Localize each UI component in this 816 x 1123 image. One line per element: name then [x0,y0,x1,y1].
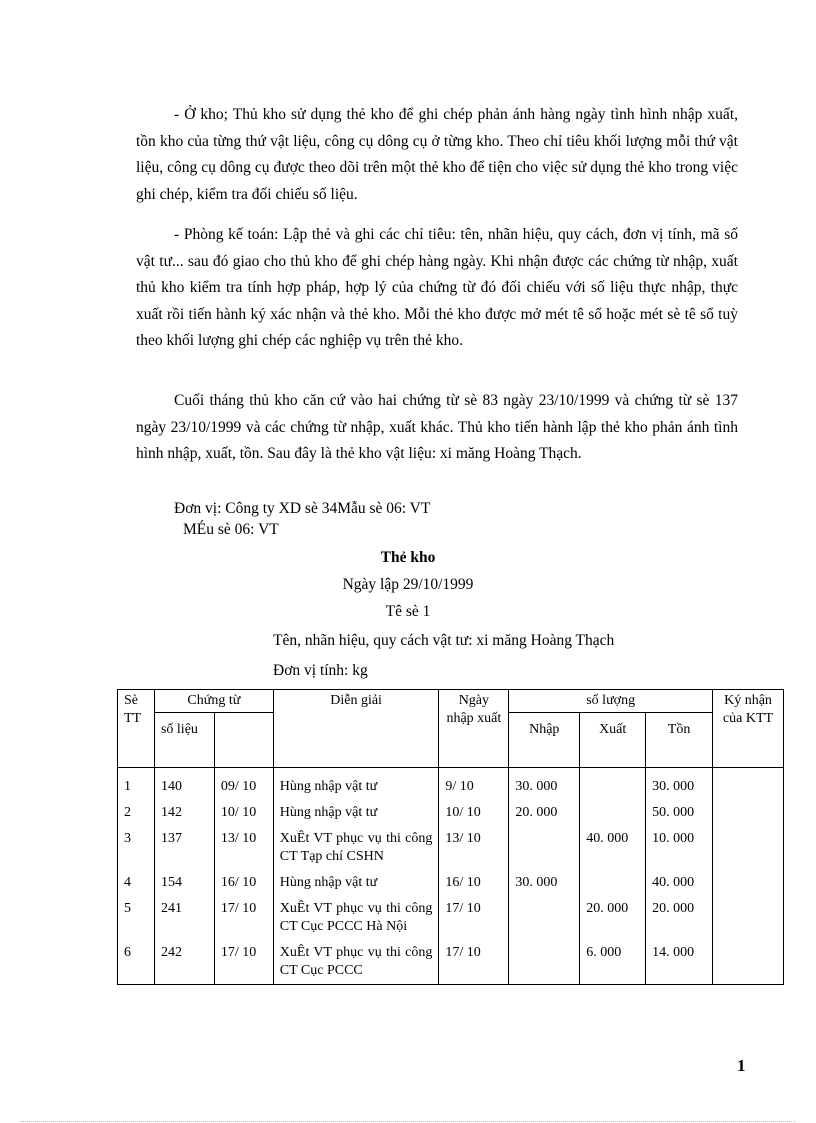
cell-in: 20. 000 [509,800,580,826]
header-voucher-no: số liệu [154,713,214,768]
cell-voucher-date: 16/ 10 [214,870,273,896]
cell-voucher-no: 137 [154,826,214,870]
cell-in [509,826,580,870]
header-quantity: số lượng [509,690,713,713]
cell-voucher-no: 140 [154,768,214,801]
cell-date: 13/ 10 [439,826,509,870]
cell-stock: 20. 000 [646,896,713,940]
cell-out: 6. 000 [580,940,646,985]
cell-out: 40. 000 [580,826,646,870]
header-stock: Tồn [646,713,713,768]
cell-stock: 30. 000 [646,768,713,801]
cell-date: 9/ 10 [439,768,509,801]
cell-sign [713,940,784,985]
header-description: Diễn giải [273,690,439,768]
header-in: Nhập [509,713,580,768]
cell-in: 30. 000 [509,870,580,896]
cell-description: Hùng nhập vật tư [273,870,439,896]
table-row [118,870,784,896]
cell-voucher-date: 17/ 10 [214,940,273,985]
cell-date: 10/ 10 [439,800,509,826]
cell-in [509,896,580,940]
cell-stt: 3 [118,826,155,870]
cell-stock: 10. 000 [646,826,713,870]
header-voucher-date [214,713,273,768]
cell-stock: 50. 000 [646,800,713,826]
cell-stt: 4 [118,870,155,896]
cell-description: Hùng nhập vật tư [273,768,439,801]
cell-voucher-no: 142 [154,800,214,826]
cell-sign [713,800,784,826]
card-title: Thẻ kho [380,549,436,566]
cell-voucher-date: 10/ 10 [214,800,273,826]
header-voucher: Chứng từ [154,690,273,713]
material-line: Tên, nhãn hiệu, quy cách vật tư: xi măng Hoàng Thạch [273,632,615,649]
cell-out [580,768,646,801]
cell-voucher-no: 241 [154,896,214,940]
table-row [118,940,784,985]
cell-sign [713,870,784,896]
cell-out [580,870,646,896]
cell-stt: 6 [118,940,155,985]
cell-sign [713,896,784,940]
stock-card-table [117,689,784,985]
table-row [118,826,784,870]
cell-stt: 5 [118,896,155,940]
header-stt: Sè TT [118,690,155,768]
cell-voucher-no: 242 [154,940,214,985]
cell-date: 16/ 10 [439,870,509,896]
cell-in [509,940,580,985]
paragraph-warehouse: - Ở kho; Thủ kho sử dụng thẻ kho để ghi chép phản ánh hàng ngày tình hình nhập xuất, tồn kho của từng thứ vật liệu, công cụ dông cụ ở từng kho. Theo chỉ tiêu khối lượng mỗi thứ vật liệu, công cụ dông cụ được theo dõi trên một thẻ kho để tiện cho việc sử dụng thẻ kho trong việc ghi chép, kiểm tra đối chiếu số liệu. [136,106,738,203]
cell-stock: 40. 000 [646,870,713,896]
cell-voucher-no: 154 [154,870,214,896]
header-out: Xuất [580,713,646,768]
cell-stt: 1 [118,768,155,801]
cell-sign [713,826,784,870]
cell-stt: 2 [118,800,155,826]
cell-description: XuÊt VT phục vụ thi công CT Cục PCCC Hà Nội [273,896,439,940]
header-date: Ngày nhập xuất [439,690,509,768]
unit-line: Đơn vị: Công ty XD sè 34Mẫu sè 06: VT [174,500,431,517]
cell-sign [713,768,784,801]
cell-out: 20. 000 [580,896,646,940]
paragraph-accounting: - Phòng kế toán: Lập thẻ và ghi các chỉ tiêu: tên, nhãn hiệu, quy cách, đơn vị tính, mã số vật tư... sau đó giao cho thủ kho để ghi chép hàng ngày. Khi nhận được các chứng từ nhập, xuất thủ kho kiểm tra tính hợp pháp, hợp lý của chứng từ đó đối chiếu với số liệu thực nhập, thực xuất rồi tiến hành ký xác nhận và thẻ kho. Mỗi thẻ kho được mở mét tê sổ hoặc mét sè tê sổ tuỳ theo khối lượng ghi chép các nghiệp vụ trên thẻ kho. [136,226,738,349]
table-row [118,768,784,801]
form-line: MÉu sè 06: VT [183,521,279,538]
unit-measure-line: Đơn vị tính: kg [273,662,368,679]
sheet-line: Tê sè 1 [385,603,431,620]
cell-voucher-date: 13/ 10 [214,826,273,870]
paragraph-month-end: Cuối tháng thủ kho căn cứ vào hai chứng từ sè 83 ngày 23/10/1999 và chứng từ sè 137 ngày 23/10/1999 và các chứng từ nhập, xuất khác. Thủ kho tiến hành lập thẻ kho phản ánh tình hình nhập, xuất, tồn. Sau đây là thẻ kho vật liệu: xi măng Hoàng Thạch. [136,392,738,462]
cell-voucher-date: 17/ 10 [214,896,273,940]
date-line: Ngày lập 29/10/1999 [342,576,474,593]
cell-description: Hùng nhập vật tư [273,800,439,826]
cell-description: XuÊt VT phục vụ thi công CT Tạp chí CSHN [273,826,439,870]
cell-date: 17/ 10 [439,896,509,940]
cell-stock: 14. 000 [646,940,713,985]
cell-date: 17/ 10 [439,940,509,985]
cell-description: XuÊt VT phục vụ thi công CT Cục PCCC [273,940,439,985]
table-row [118,896,784,940]
table-row [118,800,784,826]
page-number: 1 [737,1056,746,1075]
cell-in: 30. 000 [509,768,580,801]
page-footer-divider [20,1121,796,1122]
cell-out [580,800,646,826]
header-sign: Ký nhận của KTT [713,690,784,768]
cell-voucher-date: 09/ 10 [214,768,273,801]
